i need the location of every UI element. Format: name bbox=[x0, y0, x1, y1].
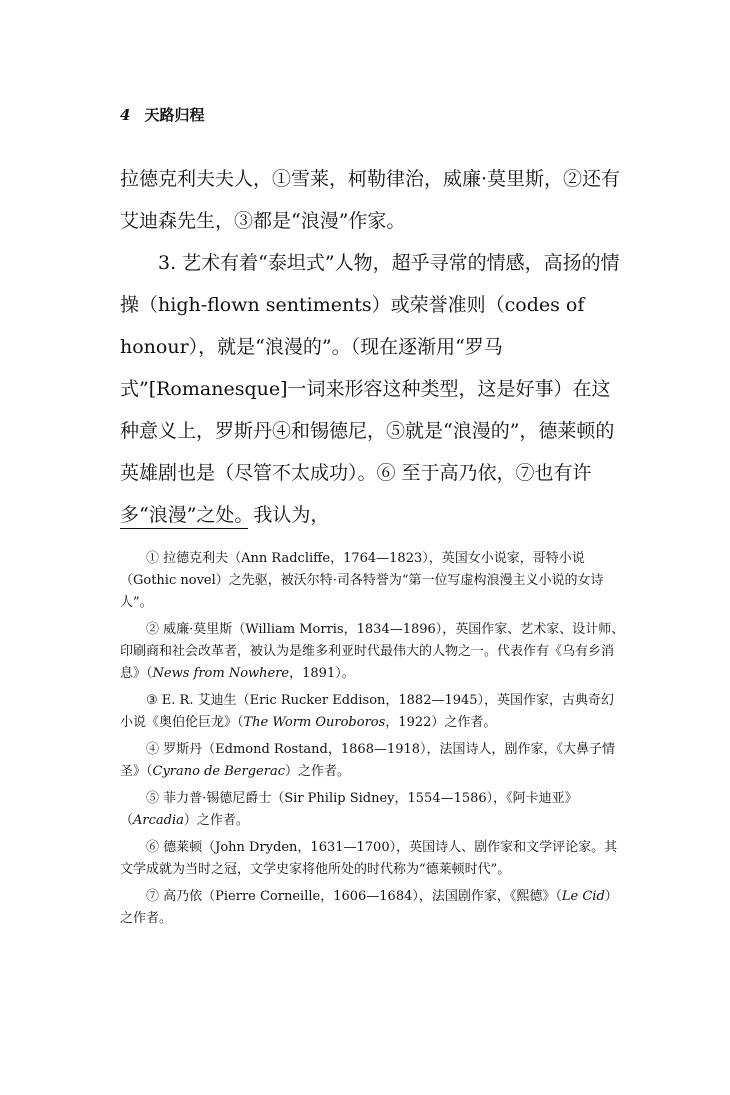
footnote-text: ）之作者。 bbox=[120, 889, 618, 926]
footnote-work-title: News from Nowhere bbox=[152, 666, 290, 681]
main-text bbox=[120, 158, 626, 536]
footnote-text: ② 威廉·莫里斯（William Morris，1834—1896），英国作家、艺术家、设计师、印刷商和社会改革者，被认为是维多利亚时代最伟大的人物之一。代表作有《乌有乡消息》（ bbox=[120, 622, 625, 681]
footnote-text: ，1922）之作者。 bbox=[385, 715, 497, 730]
footnote-7 bbox=[120, 886, 626, 930]
footnote-text: ，1891）。 bbox=[289, 666, 355, 681]
footnote-4 bbox=[120, 739, 626, 783]
book-title: 天路归程 bbox=[144, 106, 205, 124]
footnote-3 bbox=[120, 690, 626, 734]
footnote-work-title: Arcadia bbox=[133, 813, 184, 828]
footnote-work-title: The Worm Ouroboros bbox=[243, 715, 386, 730]
footnote-text: ① 拉德克利夫（Ann Radcliffe，1764—1823），英国女小说家，哥特小说（Gothic novel）之先驱，被沃尔特·司各特誉为“第一位写虚构浪漫主义小说的女诗人”。 bbox=[120, 551, 604, 610]
footnote-1 bbox=[120, 548, 626, 614]
footnote-text: ⑥ 德莱顿（John Dryden，1631—1700），英国诗人、剧作家和文学评论家。其文学成就为当时之冠，文学史家将他所处的时代称为“德莱顿时代”。 bbox=[120, 840, 618, 877]
paragraph-1: 拉德克利夫夫人，①雪莱，柯勒律治，威廉·莫里斯，②还有艾迪森先生，③都是“浪漫”作家。 bbox=[120, 168, 621, 232]
page-number: 4 bbox=[120, 106, 131, 124]
footnote-6 bbox=[120, 837, 626, 881]
footnote-text: ④ 罗斯丹（Edmond Rostand，1868—1918），法国诗人，剧作家，《大鼻子情圣》（ bbox=[120, 742, 616, 779]
paragraph-2: 3. 艺术有着“泰坦式”人物，超乎寻常的情感，高扬的情操（high-flown sentiments）或荣誉准则（codes of honour），就是“浪漫的”。（现在逐渐用“罗马式”[Romanesque]一词来形容这种类型，这是好事）在这种意义上，罗斯丹④和锡德尼，⑤就是“浪漫的”，德莱顿的英雄剧也是（尽管不太成功）。⑥ 至于高乃依，⑦也有许多“浪漫”之处。我认为， bbox=[120, 252, 620, 526]
footnote-text: ）之作者。 bbox=[284, 764, 350, 779]
footnote-separator bbox=[120, 528, 248, 529]
footnote-text: ）之作者。 bbox=[183, 813, 249, 828]
footnote-work-title: Le Cid bbox=[561, 889, 605, 904]
running-header bbox=[120, 104, 204, 125]
footnote-5 bbox=[120, 788, 626, 832]
footnote-text: ③ E. R. 艾迪生（Eric Rucker Eddison，1882—1945），英国作家，古典奇幻小说《奥伯伦巨龙》（ bbox=[120, 693, 615, 730]
footnote-text: ⑤ 菲力普·锡德尼爵士（Sir Philip Sidney，1554—1586），《阿卡迪亚》（ bbox=[120, 791, 578, 828]
footnote-text: ⑦ 高乃依（Pierre Corneille，1606—1684），法国剧作家，《熙德》（ bbox=[146, 889, 562, 904]
footnotes bbox=[120, 548, 626, 935]
footnote-work-title: Cyrano de Bergerac bbox=[152, 764, 285, 779]
footnote-2 bbox=[120, 619, 626, 685]
